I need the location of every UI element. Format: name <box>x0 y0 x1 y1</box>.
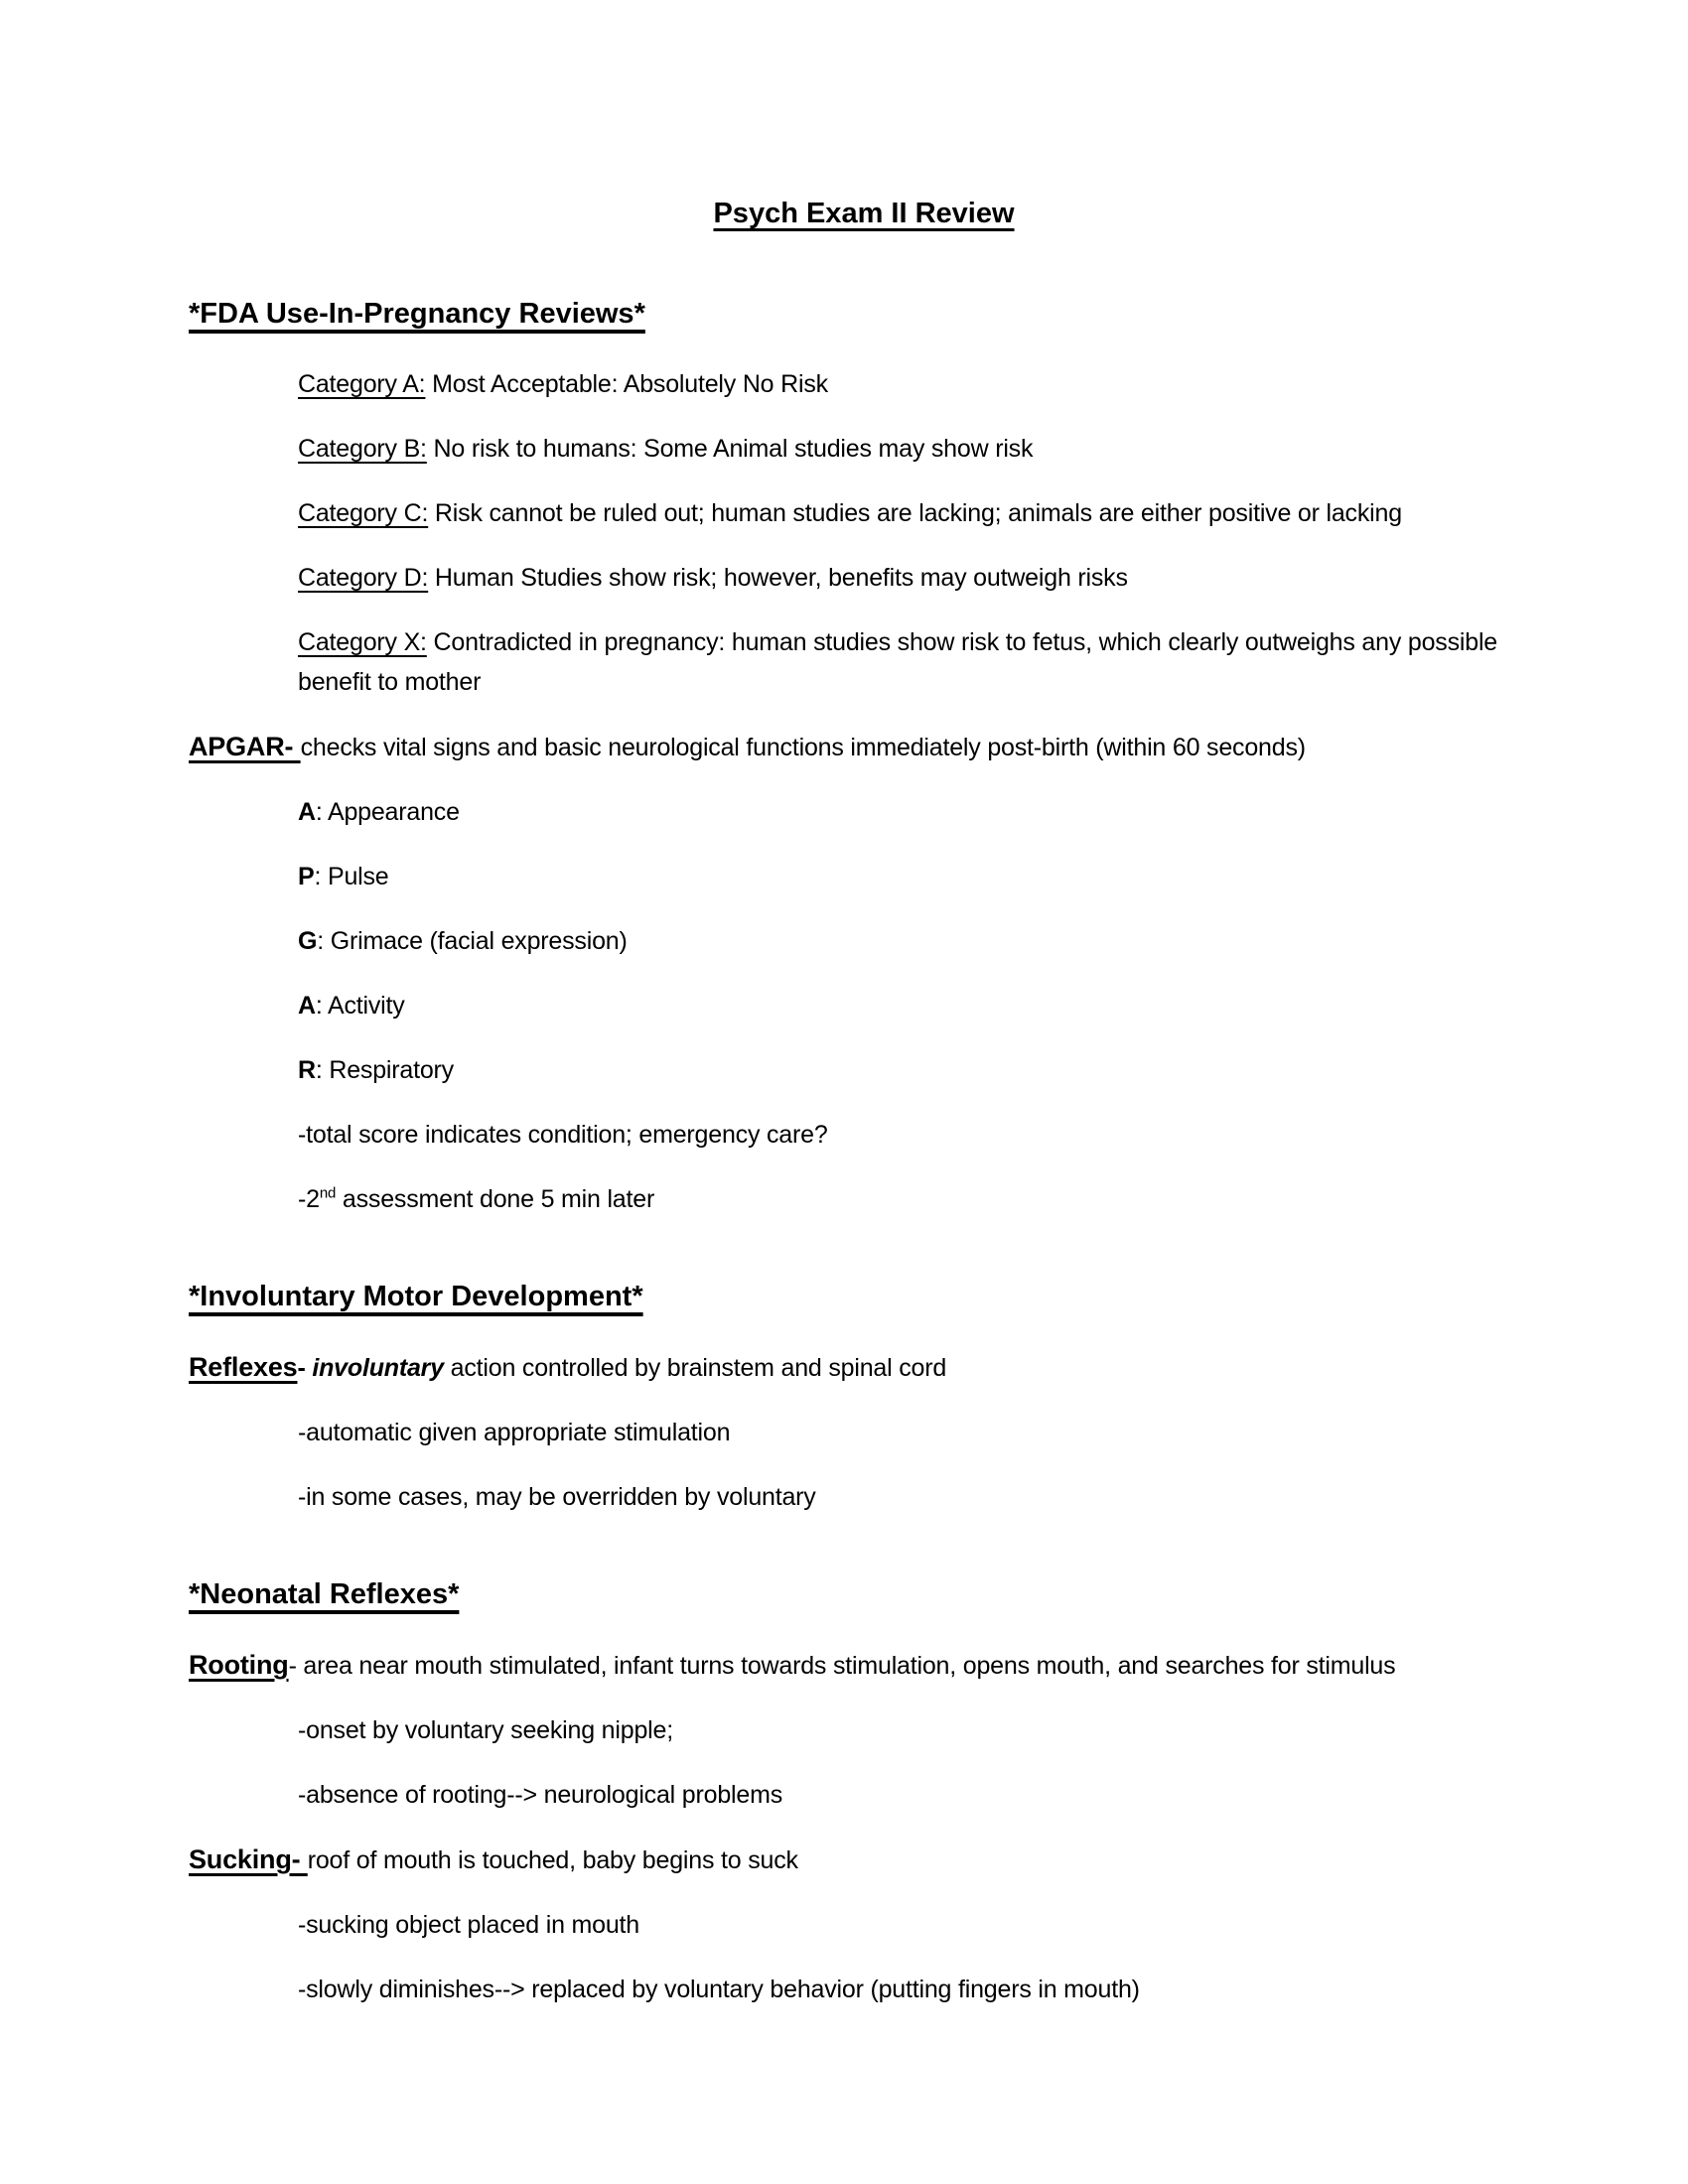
document-title <box>189 191 1539 236</box>
section-heading-involuntary-motor-development: *Involuntary Motor Development* <box>189 1281 643 1312</box>
reflexes-emphasis: involuntary <box>312 1354 444 1382</box>
rooting-note-onset: -onset by voluntary seeking nipple; <box>298 1716 673 1744</box>
apgar-definition-line <box>189 727 1539 767</box>
sucking-term: Sucking- <box>189 1844 308 1874</box>
apgar-letter-r-text: : Respiratory <box>315 1056 454 1084</box>
note-suffix: assessment done 5 min later <box>336 1185 655 1213</box>
category-x-label: Category X: <box>298 628 427 656</box>
apgar-letter-g: G <box>298 927 318 955</box>
category-a-text: Most Acceptable: Absolutely No Risk <box>425 370 828 398</box>
apgar-letter-g-item <box>298 921 1539 961</box>
apgar-letter-g-text: : Grimace (facial expression) <box>317 927 628 955</box>
sucking-note-diminishes: -slowly diminishes--> replaced by voluntary behavior (putting fingers in mouth) <box>298 1976 1140 2003</box>
apgar-letter-p-item <box>298 857 1539 896</box>
ordinal-superscript: nd <box>319 1184 337 1202</box>
document-title-text: Psych Exam II Review <box>713 198 1015 229</box>
rooting-note-absence: -absence of rooting--> neurological problems <box>298 1781 783 1809</box>
category-b-text: No risk to humans: Some Animal studies may show risk <box>426 435 1034 463</box>
apgar-definition: checks vital signs and basic neurological functions immediately post-birth (within 60 seconds) <box>300 734 1306 761</box>
category-d-item <box>298 558 1539 598</box>
rooting-definition-line <box>189 1645 1539 1686</box>
apgar-note-total-score: -total score indicates condition; emergency care? <box>298 1121 828 1149</box>
category-b-item <box>298 429 1539 469</box>
section-heading-fda-use-in-pregnancy: *FDA Use-In-Pregnancy Reviews* <box>189 298 645 330</box>
reflexes-term: Reflexes <box>189 1352 298 1382</box>
category-x-text: Contradicted in pregnancy: human studies show risk to fetus, which clearly outweighs any possible benefit to mother <box>298 628 1498 696</box>
category-x-item <box>298 622 1539 702</box>
section-heading-neonatal-reflexes: *Neonatal Reflexes* <box>189 1578 460 1610</box>
apgar-letter-a1: A <box>298 798 316 826</box>
rooting-term: Rooting <box>189 1650 289 1680</box>
reflexes-dash: - <box>297 1354 313 1382</box>
category-c-label: Category C: <box>298 499 429 527</box>
category-d-text: Human Studies show risk; however, benefits may outweigh risks <box>428 564 1128 592</box>
apgar-letter-a1-item <box>298 792 1539 832</box>
apgar-letter-a2-item <box>298 986 1539 1025</box>
apgar-letter-p-text: : Pulse <box>314 863 389 890</box>
reflexes-note-overridden: -in some cases, may be overridden by voluntary <box>298 1483 816 1511</box>
rooting-definition-text: - area near mouth stimulated, infant turns towards stimulation, opens mouth, and searches for stimulus <box>288 1652 1396 1680</box>
apgar-letter-r: R <box>298 1056 316 1084</box>
reflexes-definition-text: action controlled by brainstem and spinal cord <box>443 1354 947 1382</box>
category-a-item <box>298 364 1539 404</box>
apgar-term: APGAR- <box>189 732 301 761</box>
category-d-label: Category D: <box>298 564 429 592</box>
sucking-note-object: -sucking object placed in mouth <box>298 1911 639 1939</box>
apgar-letter-a1-text: : Appearance <box>315 798 460 826</box>
category-c-item <box>298 493 1539 533</box>
apgar-letter-a2-text: : Activity <box>315 992 405 1020</box>
category-a-label: Category A: <box>298 370 426 398</box>
reflexes-note-automatic: -automatic given appropriate stimulation <box>298 1419 731 1446</box>
note-prefix: -2 <box>298 1185 320 1213</box>
sucking-definition-line <box>189 1840 1539 1880</box>
apgar-letter-p: P <box>298 863 315 890</box>
category-b-label: Category B: <box>298 435 427 463</box>
category-c-text: Risk cannot be ruled out; human studies are lacking; animals are either positive or lacking <box>428 499 1402 527</box>
apgar-letter-r-item <box>298 1050 1539 1090</box>
sucking-definition-text: roof of mouth is touched, baby begins to suck <box>307 1846 798 1874</box>
apgar-note-second-assessment <box>298 1179 1539 1219</box>
apgar-letter-a2: A <box>298 992 316 1020</box>
reflexes-definition-line <box>189 1347 1539 1388</box>
